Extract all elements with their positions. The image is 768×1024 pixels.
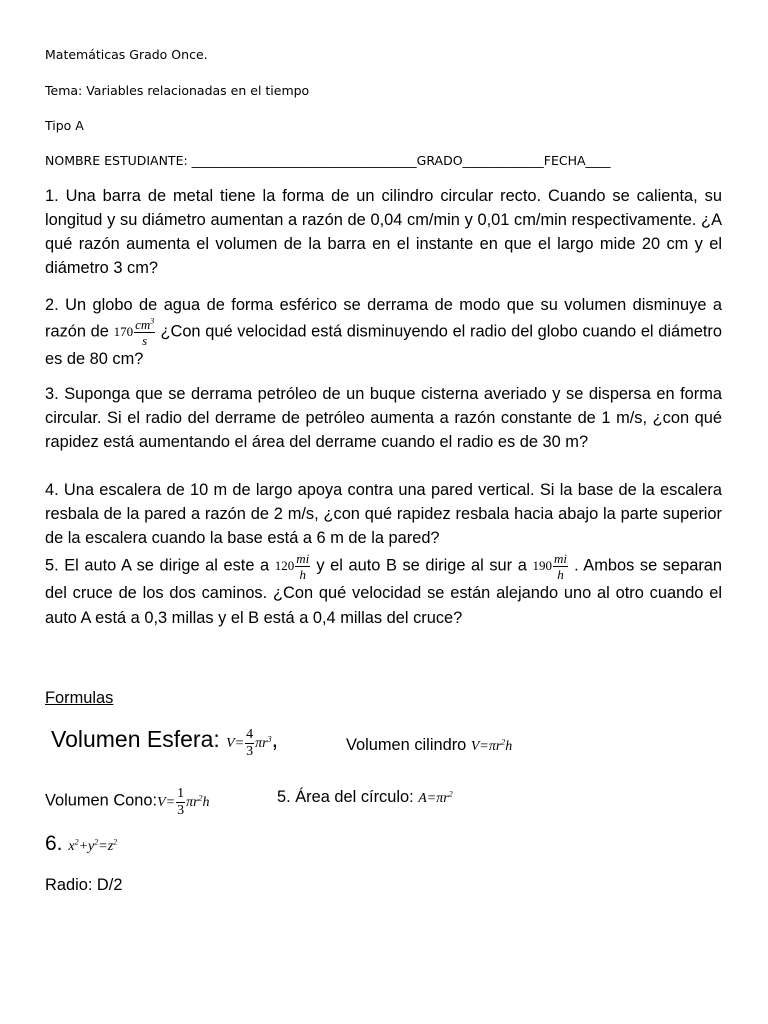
cone-label: Volumen Cono: [45,791,158,810]
pyth-exp-1: 2 [74,837,79,847]
sphere-denominator: 3 [246,744,254,760]
speed-b-expression [532,551,574,582]
cone-fraction [176,787,185,818]
cone-numerator: 1 [177,786,185,801]
cylinder-label: Volumen cilindro [346,736,467,754]
pyth-plus-y: +y [78,839,95,854]
problem-5-text-c: . Ambos se separan del cruce de los dos caminos. ¿Con qué velocidad se están alejando uno al otro cuando el auto A está a 0,3 millas y el B está a 0,4 millas del cruce? [45,556,723,627]
pythagorean-number: 6. [45,832,63,855]
pythagorean-formula [45,832,117,856]
pythagorean-expression [68,839,117,854]
rate-170-value: 170 [113,324,134,340]
sphere-rhs: πr [255,736,268,751]
problem-5-text-b: y el auto B se dirige al sur a [316,556,527,575]
sphere-fraction [245,728,254,759]
problem-1: 1. Una barra de metal tiene la forma de un cilindro circular recto. Cuando se calienta, su longitud y su diámetro aumentan a razón de 0,04 cm/min y 0,01 cm/min respectivamente. ¿A qué razón aumenta el volumen de la barra en el instante en que el largo mide 20 cm y el diámetro 3 cm? [45,187,722,277]
cylinder-rhs: h [505,739,513,754]
sphere-label: Volumen Esfera: [51,726,220,752]
pyth-eq-z: =z [98,839,114,854]
circle-label: 5. Área del círculo: [277,788,414,806]
speed-b-fraction [553,552,568,581]
speed-a-numerator: mi [296,551,310,566]
rate-170-denominator: s [142,333,148,348]
speed-a-expression [274,551,317,582]
pyth-exp-3: 2 [113,837,118,847]
rate-170-numerator: cm [135,317,151,332]
rate-170-fraction [134,318,155,347]
sphere-numerator: 4 [246,727,254,743]
sphere-volume-formula [51,726,278,759]
problem-4: 4. Una escalera de 10 m de largo apoya contra una pared vertical. Si la base de la escalera resbala de la pared a razón de 2 m/s, ¿con qué rapidez resbala hacia abajo la parte superior de la escalera cuando la base está a 6 m de la pared? [45,481,722,547]
cone-expression [157,786,210,818]
speed-b-numerator: mi [553,551,567,566]
rate-170-expression [113,316,161,348]
cone-denominator: 3 [177,803,185,818]
topic-line: Tema: Variables relacionadas en el tiempo [45,83,310,98]
sphere-exponent: 3 [267,734,272,744]
sphere-expression [226,727,272,760]
sphere-comma: , [271,726,279,752]
cone-rhs: πr [186,794,199,810]
cylinder-lhs: V=πr [470,739,502,754]
problem-5-text-a: 5. El auto A se dirige al este a [45,556,270,575]
cone-exponent: 2 [198,793,203,803]
cylinder-exponent: 2 [501,737,506,747]
speed-b-value: 190 [532,558,552,574]
speed-a-value: 120 [274,558,295,574]
cone-volume-formula [45,787,210,818]
cylinder-expression [471,739,512,754]
circle-expression [418,791,452,806]
speed-a-fraction [295,552,310,581]
student-info-line: NOMBRE ESTUDIANTE: ____________________________________GRADO_____________FECHA____ [45,153,611,168]
circle-area-formula [277,788,453,807]
formulas-title: Formulas [45,689,114,707]
problem-2-text-a: 2. Un globo de agua de forma esférico se derrama de modo que su volumen disminuye a razón de [45,296,722,341]
problem-2-text-b: ¿Con qué velocidad está disminuyendo el radio del globo cuando el diámetro es de 80 cm? [45,322,723,368]
cylinder-volume-formula [346,736,512,755]
type-line: Tipo A [45,118,84,133]
problem-5 [45,552,722,631]
radius-note: Radio: D/2 [45,876,123,894]
sphere-lhs: V= [226,736,245,751]
pyth-x: x [68,839,75,854]
circle-lhs: A=πr [418,791,449,806]
cone-lhs: V= [157,794,176,810]
problem-3: 3. Suponga que se derrama petróleo de un buque cisterna averiado y se dispersa en forma circular. Si el radio del derrame de petróleo aumenta a razón constante de 1 m/s, ¿con qué rapidez está aumentando el área del derrame cuando el radio es de 30 m? [45,385,722,451]
circle-exponent: 2 [448,789,453,799]
cone-h: h [202,794,210,810]
pyth-exp-2: 2 [94,837,99,847]
rate-170-exponent: 3 [150,316,155,326]
speed-b-denominator: h [557,567,564,582]
subject-line: Matemáticas Grado Once. [45,47,208,62]
problem-2 [45,293,722,372]
speed-a-denominator: h [299,567,306,582]
